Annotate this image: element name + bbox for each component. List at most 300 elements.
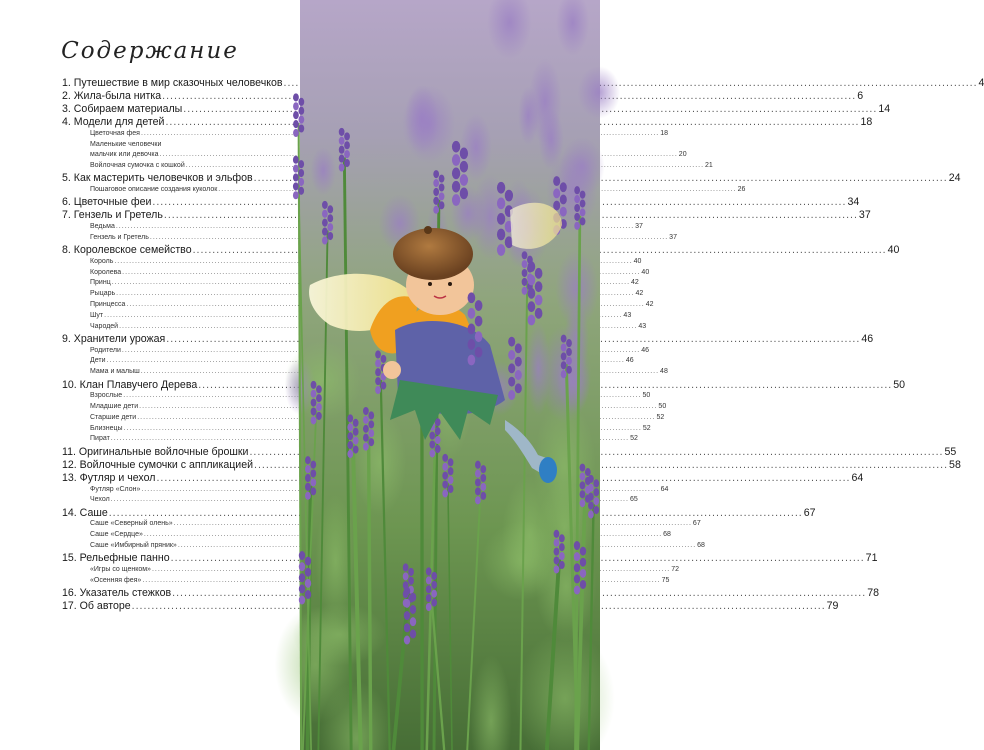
lavender-floret: [368, 429, 374, 437]
lavender-floret: [408, 568, 414, 576]
lavender-floret: [528, 301, 536, 312]
lavender-floret: [311, 381, 317, 389]
toc-page-number: 40: [633, 257, 642, 265]
toc-entry-label: Родители: [90, 346, 121, 354]
lavender-floret: [508, 337, 515, 347]
toc-page-number: 21: [705, 161, 713, 169]
toc-entry-label: Чехол: [90, 496, 110, 504]
lavender-floret: [408, 577, 414, 585]
toc-entry-label: Мама и малыш: [90, 368, 140, 376]
toc-entry-label: мальчик или девочка: [90, 151, 159, 159]
lavender-floret: [433, 179, 439, 187]
lavender-floret: [363, 416, 369, 424]
toc-entry-label: 1. Путешествие в мир сказочных человечков: [62, 76, 283, 89]
lavender-floret: [574, 541, 580, 550]
toc-subentry: [62, 565, 680, 576]
toc-page-number: 37: [858, 209, 871, 222]
lavender-floret: [559, 543, 565, 551]
toc-entry-label: 10. Клан Плавучего Дерева: [62, 378, 198, 391]
hand: [383, 361, 401, 379]
lavender-floret: [515, 357, 522, 367]
lavender-floret: [468, 323, 476, 334]
toc-entry-label: Дети: [90, 357, 106, 365]
lavender-floret: [560, 194, 567, 204]
lavender-floret: [468, 355, 476, 366]
lavender-floret: [528, 275, 536, 286]
toc-chapter: [62, 600, 839, 613]
lavender-floret: [316, 385, 322, 393]
lavender-floret: [593, 488, 599, 496]
lavender-floret: [353, 445, 359, 453]
lavender-floret: [322, 219, 328, 227]
toc-chapter: [62, 332, 874, 346]
lavender-floret: [439, 175, 445, 183]
toc-entry-label: Близнецы: [90, 424, 123, 432]
toc-page-number: 64: [660, 485, 669, 493]
blurred-lavender: [405, 84, 438, 153]
lavender-floret: [353, 437, 359, 445]
lavender-floret: [475, 470, 481, 478]
toc-entry-label: «Осенняя фея»: [90, 576, 142, 584]
toc-subentry: [62, 311, 632, 322]
toc-entry-label: 4. Модели для детей: [62, 116, 165, 129]
lavender-floret: [475, 300, 483, 311]
lavender-floret: [580, 499, 586, 507]
lavender-floret: [528, 288, 536, 299]
toc-entry-label: 9. Хранители урожая: [62, 332, 166, 345]
lavender-floret: [566, 339, 572, 347]
lavender-floret: [460, 187, 468, 199]
lavender-floret: [559, 561, 565, 569]
lavender-floret: [497, 229, 505, 241]
lavender-floret: [363, 443, 369, 451]
lavender-floret: [508, 390, 515, 400]
lavender-floret: [347, 450, 353, 458]
toc-subentry: [62, 129, 669, 140]
lavender-floret: [560, 182, 567, 192]
toc-page-number: 68: [663, 531, 671, 539]
lavender-floret: [442, 454, 448, 462]
lavender-floret: [344, 150, 350, 158]
toc-page-number: 42: [631, 279, 639, 287]
lavender-floret: [460, 147, 468, 159]
lavender-floret: [311, 407, 317, 415]
lavender-floret: [305, 568, 311, 577]
lavender-floret: [448, 467, 454, 475]
hat-stem: [424, 226, 432, 234]
lavender-floret: [298, 160, 304, 168]
toc-entry-label: Саше «Сердце»: [90, 531, 143, 539]
toc-subentry: [62, 140, 282, 151]
toc-entry-label: «Игры со щенком»: [90, 566, 151, 574]
toc-subentry: [62, 519, 701, 530]
lavender-floret: [593, 506, 599, 514]
toc-chapter: [62, 172, 961, 185]
toc-subentry: [62, 289, 644, 300]
lavender-floret: [404, 587, 410, 596]
lavender-floret: [522, 260, 528, 268]
lavender-floret: [403, 572, 409, 580]
toc-subentry: [62, 576, 670, 587]
toc-subentry: [62, 356, 634, 367]
toc-entry-label: 8. Королевское семейство: [62, 244, 192, 257]
lavender-floret: [310, 478, 316, 486]
lavender-floret: [353, 419, 359, 427]
toc-chapter: [62, 89, 864, 103]
lavender-floret: [368, 438, 374, 446]
lavender-floret: [588, 493, 594, 501]
lavender-floret: [452, 194, 460, 206]
lavender-floret: [475, 496, 481, 504]
lavender-floret: [305, 474, 311, 482]
toc-page-number: 42: [635, 290, 644, 298]
lavender-floret: [429, 432, 435, 440]
lavender-floret: [403, 563, 409, 571]
lavender-floret: [431, 590, 437, 598]
lavender-floret: [528, 315, 536, 326]
lavender-floret: [475, 316, 483, 327]
toc-subentry: [62, 322, 647, 333]
lavender-floret: [426, 576, 432, 584]
toc-entry-label: 5. Как мастерить человечков и эльфов: [62, 172, 253, 185]
lavender-floret: [298, 98, 304, 106]
blurred-lavender: [577, 66, 620, 119]
lavender-floret: [593, 479, 599, 487]
toc-entry-label: 11. Оригинальные войлочные брошки: [62, 445, 249, 458]
lavender-floret: [580, 191, 586, 199]
lavender-floret: [293, 129, 299, 137]
lavender-floret: [566, 348, 572, 356]
blurred-foliage: [354, 410, 407, 515]
toc-entry-label: Шут: [90, 311, 104, 319]
lavender-floret: [561, 343, 567, 351]
toc-page-number: 67: [803, 506, 816, 519]
toc-page-number: 52: [656, 413, 665, 421]
lavender-floret: [574, 586, 580, 595]
lavender-floret: [535, 295, 543, 306]
lavender-floret: [468, 308, 476, 319]
toc-page-number: 6: [857, 89, 864, 102]
lavender-floret: [554, 548, 560, 556]
lavender-floret: [475, 487, 481, 495]
lavender-floret: [580, 217, 586, 225]
lavender-floret: [298, 187, 304, 195]
lavender-floret: [327, 232, 333, 240]
lavender-floret: [580, 558, 586, 567]
toc-subentry: [62, 402, 667, 413]
lavender-floret: [515, 370, 522, 380]
toc-subentry: [62, 222, 643, 233]
lavender-floret: [347, 423, 353, 431]
lavender-floret: [580, 464, 586, 472]
lavender-floret: [339, 137, 345, 145]
lavender-floret: [448, 458, 454, 466]
toc-page-number: 34: [847, 196, 860, 209]
lavender-floret: [535, 268, 543, 279]
lavender-floret: [439, 192, 445, 200]
toc-entry-label: Ведьма: [90, 223, 115, 230]
lavender-floret: [375, 377, 381, 385]
toc-page-number: 46: [625, 357, 634, 365]
photo-illustration: [300, 0, 600, 750]
toc-subentry: [62, 161, 713, 172]
lavender-floret: [344, 132, 350, 140]
toc-entry-label: 13. Футляр и чехол: [62, 472, 156, 485]
lavender-floret: [452, 141, 460, 153]
lavender-floret: [293, 156, 299, 164]
toc-entry-label: Футляр «Слон»: [90, 485, 141, 493]
lavender-floret: [347, 441, 353, 449]
lavender-floret: [580, 490, 586, 498]
lavender-floret: [580, 472, 586, 480]
eye-left: [428, 282, 432, 286]
lavender-floret: [327, 205, 333, 213]
lavender-floret: [347, 432, 353, 440]
lavender-floret: [561, 335, 567, 343]
lavender-floret: [339, 128, 345, 136]
toc-subentry: [62, 257, 642, 268]
lavender-floret: [535, 308, 543, 319]
lavender-floret: [305, 483, 311, 491]
toc-title: Содержание: [61, 38, 239, 64]
lavender-floret: [431, 581, 437, 589]
lavender-floret: [298, 178, 304, 186]
toc-subentry: [62, 268, 650, 279]
toc-page-number: 40: [887, 244, 900, 257]
blurred-foliage: [284, 341, 361, 420]
lavender-floret: [566, 357, 572, 365]
lavender-floret: [311, 390, 317, 398]
blurred-lavender: [518, 86, 538, 145]
lavender-floret: [322, 210, 328, 218]
toc-page-number: 46: [861, 332, 874, 345]
lavender-floret: [480, 465, 486, 473]
toc-entry-label: 14. Саше: [62, 506, 108, 519]
lavender-floret: [560, 207, 567, 217]
toc-entry-label: 17. Об авторе: [62, 600, 131, 613]
lavender-floret: [327, 214, 333, 222]
lavender-floret: [580, 200, 586, 208]
toc-page-number: 50: [893, 378, 906, 391]
lavender-floret: [439, 201, 445, 209]
toc-subentry: [62, 233, 677, 244]
lavender-floret: [508, 363, 515, 373]
toc-chapter: [62, 209, 871, 222]
toc-subentry: [62, 434, 638, 445]
lavender-floret: [566, 366, 572, 374]
toc-entry-label: Саше «Имбирный пряник»: [90, 542, 177, 550]
lavender-floret: [305, 465, 311, 473]
lavender-floret: [553, 188, 560, 198]
lavender-floret: [574, 552, 580, 561]
toc-entry-label: Принц: [90, 279, 111, 287]
toc-chapter: [62, 116, 873, 129]
toc-page-number: 52: [642, 424, 651, 432]
lavender-floret: [299, 596, 305, 605]
lavender-floret: [468, 292, 476, 303]
lavender-floret: [435, 427, 441, 435]
fairy-lavender-photo: [300, 0, 600, 750]
lavender-floret: [426, 594, 432, 602]
toc-entry-label: Младшие дети: [90, 402, 139, 410]
lavender-floret: [305, 456, 311, 464]
lavender-floret: [310, 461, 316, 469]
lavender-floret: [293, 165, 299, 173]
lavender-floret: [505, 190, 513, 202]
lavender-stem: [369, 437, 371, 750]
toc-entry-label: Рыцарь: [90, 290, 116, 298]
toc-subentry: [62, 150, 687, 161]
lavender-floret: [344, 159, 350, 167]
lavender-floret: [293, 120, 299, 128]
lavender-floret: [574, 195, 580, 203]
lavender-floret: [375, 386, 381, 394]
lavender-floret: [480, 474, 486, 482]
lavender-floret: [381, 355, 387, 363]
toc-chapter: [62, 244, 900, 257]
toc-chapter: [62, 472, 864, 485]
toc-subentry: [62, 278, 639, 289]
lavender-floret: [475, 347, 483, 358]
toc-chapter: [62, 552, 878, 565]
lavender-floret: [561, 352, 567, 360]
toc-subentry: [62, 300, 654, 311]
lavender-floret: [442, 463, 448, 471]
toc-page-number: 52: [630, 435, 638, 443]
lavender-floret: [442, 480, 448, 488]
lavender-floret: [480, 492, 486, 500]
toc-page-number: 48: [660, 368, 668, 376]
toc-page-number: 37: [669, 233, 677, 241]
lavender-floret: [375, 359, 381, 367]
toc-subentry: [62, 346, 649, 357]
lavender-floret: [316, 403, 322, 411]
lavender-floret: [522, 269, 528, 277]
toc-page-number: 58: [949, 458, 961, 471]
toc-subentry: [62, 185, 746, 196]
toc-subentry: [62, 530, 671, 541]
lavender-floret: [298, 169, 304, 177]
lavender-floret: [410, 593, 416, 602]
lavender-floret: [554, 530, 560, 538]
lavender-floret: [316, 394, 322, 402]
toc-page-number: 20: [678, 151, 687, 159]
lavender-floret: [404, 599, 410, 608]
toc-entry-label: Гензель и Гретель: [90, 233, 149, 241]
lavender-floret: [574, 574, 580, 583]
toc-entry-label: 15. Рельефные панно: [62, 552, 170, 565]
toc-entry-label: 2. Жила-была нитка: [62, 89, 162, 102]
lavender-floret: [410, 617, 416, 626]
lavender-floret: [299, 584, 305, 593]
toc-chapter: [62, 102, 891, 116]
toc-subentry: [62, 495, 638, 506]
lavender-floret: [588, 510, 594, 518]
lavender-floret: [439, 183, 445, 191]
toc-page-number: 67: [692, 520, 701, 528]
lavender-floret: [404, 623, 410, 632]
lavender-floret: [305, 492, 311, 500]
lavender-floret: [448, 485, 454, 493]
lavender-floret: [339, 155, 345, 163]
lavender-floret: [305, 579, 311, 588]
toc-entry-label: Маленькие человечки: [90, 140, 162, 148]
toc-entry-label: Старшие дети: [90, 413, 137, 421]
toc-page-number: 50: [642, 392, 651, 400]
lavender-floret: [559, 552, 565, 560]
toc-entry-label: 6. Цветочные феи: [62, 196, 152, 209]
toc-chapter: [62, 76, 984, 90]
toc-page-number: 50: [658, 402, 667, 410]
toc-page-number: 64: [851, 472, 864, 485]
lavender-floret: [410, 605, 416, 614]
lavender-floret: [298, 107, 304, 115]
lavender-floret: [293, 191, 299, 199]
toc-page-number: 72: [671, 566, 680, 574]
lavender-floret: [311, 399, 317, 407]
lavender-floret: [433, 206, 439, 214]
lavender-floret: [593, 497, 599, 505]
lavender-floret: [293, 173, 299, 181]
lavender-floret: [368, 420, 374, 428]
lavender-floret: [588, 475, 594, 483]
blurred-lavender: [311, 147, 337, 196]
toc-entry-label: Пират: [90, 435, 110, 443]
toc-subentry: [62, 541, 705, 552]
toc-chapter: [62, 458, 961, 472]
lavender-floret: [299, 562, 305, 571]
toc-entry-label: Пошаговое описание создания куколок: [90, 185, 218, 193]
toc-subentry: [62, 367, 668, 378]
lavender-floret: [435, 436, 441, 444]
toc-entry-label: Королева: [90, 268, 122, 276]
lavender-floret: [426, 567, 432, 575]
toc-page-number: 42: [645, 300, 654, 308]
lavender-floret: [522, 251, 528, 259]
toc-entry-label: Взрослые: [90, 392, 123, 400]
toc-page-number: 40: [641, 268, 650, 276]
lavender-floret: [404, 611, 410, 620]
toc-page-number: 18: [860, 116, 873, 129]
lavender-floret: [310, 487, 316, 495]
toc-page-number: 18: [660, 129, 669, 137]
lavender-floret: [580, 481, 586, 489]
toc-page-number: 78: [867, 587, 879, 600]
lavender-floret: [559, 534, 565, 542]
lavender-floret: [515, 343, 522, 353]
lavender-floret: [293, 111, 299, 119]
toc-page-number: 75: [661, 576, 670, 584]
lavender-floret: [508, 377, 515, 387]
lavender-floret: [426, 603, 432, 611]
lavender-floret: [588, 502, 594, 510]
lavender-floret: [580, 547, 586, 556]
lavender-floret: [433, 197, 439, 205]
lavender-floret: [435, 445, 441, 453]
lavender-floret: [554, 556, 560, 564]
toc-chapter: [62, 506, 816, 520]
lavender-floret: [528, 261, 536, 272]
lavender-floret: [452, 181, 460, 193]
lavender-floret: [363, 407, 369, 415]
lavender-floret: [322, 201, 328, 209]
lavender-floret: [515, 383, 522, 393]
lavender-floret: [310, 469, 316, 477]
lavender-floret: [305, 590, 311, 599]
lavender-floret: [293, 182, 299, 190]
toc-entry-label: Цветочная фея: [90, 129, 140, 137]
toc-page-number: 24: [948, 172, 961, 185]
